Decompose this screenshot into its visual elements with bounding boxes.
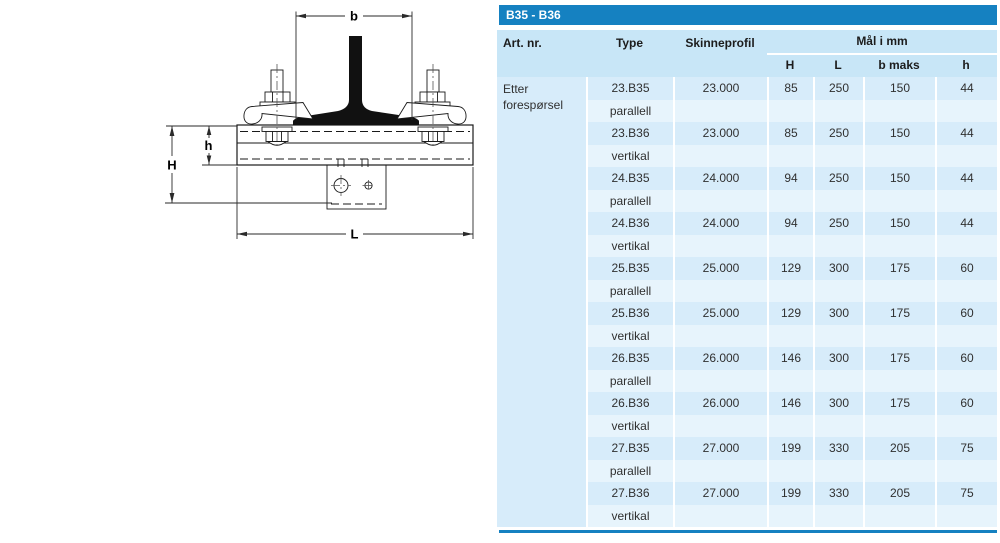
cell-empty bbox=[815, 280, 863, 303]
cell-L: 300 bbox=[815, 347, 863, 370]
cell-empty bbox=[769, 415, 813, 438]
cell-orientation: vertikal bbox=[588, 505, 673, 528]
cell-empty bbox=[769, 145, 813, 168]
cell-b-maks: 175 bbox=[865, 302, 935, 325]
cell-empty bbox=[675, 325, 767, 348]
cell-empty bbox=[937, 325, 997, 348]
cell-orientation: parallell bbox=[588, 100, 673, 123]
cell-empty bbox=[769, 370, 813, 393]
header-spacer bbox=[497, 55, 767, 77]
cell-empty bbox=[769, 325, 813, 348]
cell-empty bbox=[937, 415, 997, 438]
cell-art-nr: Etter forespørsel bbox=[497, 77, 586, 527]
cell-skinneprofil: 27.000 bbox=[675, 437, 767, 460]
cell-orientation: parallell bbox=[588, 280, 673, 303]
cell-empty bbox=[937, 100, 997, 123]
table-row bbox=[588, 482, 997, 505]
cell-empty bbox=[937, 280, 997, 303]
cell-skinneprofil: 23.000 bbox=[675, 77, 767, 100]
cell-h: 44 bbox=[937, 77, 997, 100]
rail-mount-cross-section bbox=[0, 0, 497, 538]
cell-type: 25.B35 bbox=[588, 257, 673, 280]
cell-empty bbox=[937, 190, 997, 213]
table-row bbox=[588, 167, 997, 190]
cell-empty bbox=[675, 100, 767, 123]
cell-empty bbox=[815, 190, 863, 213]
cell-H: 129 bbox=[769, 257, 813, 280]
table-row bbox=[588, 460, 997, 483]
cell-L: 330 bbox=[815, 482, 863, 505]
cell-empty bbox=[769, 100, 813, 123]
cell-empty bbox=[675, 415, 767, 438]
mounting-bracket bbox=[327, 159, 386, 209]
table-row bbox=[588, 302, 997, 325]
cell-empty bbox=[865, 235, 935, 258]
cell-h: 60 bbox=[937, 257, 997, 280]
cell-L: 250 bbox=[815, 77, 863, 100]
cell-empty bbox=[865, 460, 935, 483]
cell-H: 146 bbox=[769, 392, 813, 415]
table-row bbox=[588, 235, 997, 258]
cell-b-maks: 205 bbox=[865, 482, 935, 505]
cell-H: 85 bbox=[769, 122, 813, 145]
cell-orientation: vertikal bbox=[588, 235, 673, 258]
cell-skinneprofil: 25.000 bbox=[675, 257, 767, 280]
rail-clamp-left bbox=[244, 64, 313, 147]
cell-empty bbox=[675, 145, 767, 168]
cell-L: 250 bbox=[815, 212, 863, 235]
cell-type: 23.B36 bbox=[588, 122, 673, 145]
table-title-bar bbox=[499, 5, 997, 25]
table-row bbox=[588, 257, 997, 280]
cell-empty bbox=[937, 505, 997, 528]
cell-orientation: parallell bbox=[588, 190, 673, 213]
cell-empty bbox=[815, 325, 863, 348]
cell-skinneprofil: 26.000 bbox=[675, 347, 767, 370]
table-row bbox=[588, 145, 997, 168]
cell-type: 27.B36 bbox=[588, 482, 673, 505]
cell-H: 94 bbox=[769, 212, 813, 235]
cell-orientation: vertikal bbox=[588, 325, 673, 348]
table-body bbox=[497, 77, 997, 527]
cell-empty bbox=[815, 415, 863, 438]
col-header-art-nr: Art. nr. bbox=[503, 35, 542, 50]
cell-type: 25.B36 bbox=[588, 302, 673, 325]
cell-H: 199 bbox=[769, 482, 813, 505]
cell-skinneprofil: 24.000 bbox=[675, 212, 767, 235]
col-header-mal-i-mm: Mål i mm bbox=[767, 30, 997, 55]
table-header bbox=[497, 30, 997, 77]
cell-empty bbox=[937, 460, 997, 483]
cell-type: 26.B35 bbox=[588, 347, 673, 370]
cell-skinneprofil: 26.000 bbox=[675, 392, 767, 415]
cell-b-maks: 150 bbox=[865, 122, 935, 145]
cell-h: 75 bbox=[937, 437, 997, 460]
cell-orientation: vertikal bbox=[588, 415, 673, 438]
cell-empty bbox=[865, 370, 935, 393]
col-header-type: Type bbox=[615, 35, 644, 50]
table-row bbox=[588, 280, 997, 303]
cell-type: 26.B36 bbox=[588, 392, 673, 415]
technical-drawing bbox=[0, 0, 497, 538]
cell-L: 250 bbox=[815, 167, 863, 190]
cell-h: 60 bbox=[937, 302, 997, 325]
rail-profile bbox=[293, 36, 419, 125]
cell-H: 199 bbox=[769, 437, 813, 460]
cell-empty bbox=[865, 190, 935, 213]
cell-L: 300 bbox=[815, 392, 863, 415]
table-row bbox=[588, 325, 997, 348]
cell-empty bbox=[675, 190, 767, 213]
cell-b-maks: 150 bbox=[865, 167, 935, 190]
cell-empty bbox=[815, 370, 863, 393]
cell-h: 60 bbox=[937, 392, 997, 415]
cell-orientation: parallell bbox=[588, 370, 673, 393]
dim-label-H: H bbox=[167, 157, 177, 173]
dim-label-L: L bbox=[350, 226, 359, 242]
table-title: B35 - B36 bbox=[506, 8, 561, 22]
col-header-H: H bbox=[785, 58, 795, 72]
cell-empty bbox=[675, 370, 767, 393]
dimension-h bbox=[201, 126, 237, 165]
cell-empty bbox=[769, 280, 813, 303]
cell-skinneprofil: 27.000 bbox=[675, 482, 767, 505]
dim-label-b: b bbox=[350, 8, 358, 24]
cell-skinneprofil: 23.000 bbox=[675, 122, 767, 145]
cell-empty bbox=[675, 235, 767, 258]
cell-empty bbox=[815, 505, 863, 528]
table-row bbox=[588, 122, 997, 145]
cell-type: 23.B35 bbox=[588, 77, 673, 100]
table-row bbox=[588, 437, 997, 460]
cell-L: 300 bbox=[815, 257, 863, 280]
cell-L: 330 bbox=[815, 437, 863, 460]
cell-empty bbox=[865, 415, 935, 438]
cell-empty bbox=[865, 145, 935, 168]
table-rows bbox=[588, 77, 997, 527]
cell-empty bbox=[675, 460, 767, 483]
table-row bbox=[588, 392, 997, 415]
cell-empty bbox=[675, 280, 767, 303]
cell-empty bbox=[937, 145, 997, 168]
cell-h: 75 bbox=[937, 482, 997, 505]
cell-empty bbox=[769, 505, 813, 528]
cell-empty bbox=[937, 235, 997, 258]
cell-orientation: parallell bbox=[588, 460, 673, 483]
cell-empty bbox=[815, 145, 863, 168]
cell-empty bbox=[815, 235, 863, 258]
cell-b-maks: 175 bbox=[865, 257, 935, 280]
dim-label-h: h bbox=[204, 138, 213, 153]
table-row bbox=[588, 347, 997, 370]
col-header-skinneprofil: Skinneprofil bbox=[685, 35, 755, 50]
table-bottom-bar bbox=[499, 530, 997, 533]
table-row bbox=[588, 505, 997, 528]
cell-b-maks: 150 bbox=[865, 77, 935, 100]
cell-b-maks: 205 bbox=[865, 437, 935, 460]
cell-empty bbox=[815, 100, 863, 123]
cell-h: 60 bbox=[937, 347, 997, 370]
cell-empty bbox=[769, 190, 813, 213]
cell-b-maks: 175 bbox=[865, 392, 935, 415]
cell-empty bbox=[865, 505, 935, 528]
spec-table bbox=[497, 0, 1000, 538]
cell-H: 85 bbox=[769, 77, 813, 100]
cell-type: 24.B36 bbox=[588, 212, 673, 235]
cell-skinneprofil: 25.000 bbox=[675, 302, 767, 325]
table-row bbox=[588, 190, 997, 213]
cell-type: 27.B35 bbox=[588, 437, 673, 460]
cell-orientation: vertikal bbox=[588, 145, 673, 168]
cell-empty bbox=[675, 505, 767, 528]
col-header-L: L bbox=[834, 58, 842, 72]
cell-h: 44 bbox=[937, 212, 997, 235]
cell-h: 44 bbox=[937, 122, 997, 145]
cell-empty bbox=[865, 325, 935, 348]
cell-h: 44 bbox=[937, 167, 997, 190]
cell-empty bbox=[769, 235, 813, 258]
table-row bbox=[588, 212, 997, 235]
cell-L: 300 bbox=[815, 302, 863, 325]
cell-type: 24.B35 bbox=[588, 167, 673, 190]
cell-b-maks: 175 bbox=[865, 347, 935, 370]
cell-empty bbox=[815, 460, 863, 483]
rail-clamp-right bbox=[397, 64, 466, 147]
cell-empty bbox=[865, 100, 935, 123]
cell-b-maks: 150 bbox=[865, 212, 935, 235]
table-row bbox=[588, 370, 997, 393]
table-row bbox=[588, 415, 997, 438]
table-row bbox=[588, 100, 997, 123]
table-row bbox=[588, 77, 997, 100]
cell-skinneprofil: 24.000 bbox=[675, 167, 767, 190]
col-header-h: h bbox=[962, 58, 970, 72]
cell-H: 146 bbox=[769, 347, 813, 370]
cell-H: 94 bbox=[769, 167, 813, 190]
cell-H: 129 bbox=[769, 302, 813, 325]
cell-empty bbox=[865, 280, 935, 303]
cell-L: 250 bbox=[815, 122, 863, 145]
cell-empty bbox=[937, 370, 997, 393]
col-header-b-maks: b maks bbox=[878, 58, 920, 72]
cell-empty bbox=[769, 460, 813, 483]
